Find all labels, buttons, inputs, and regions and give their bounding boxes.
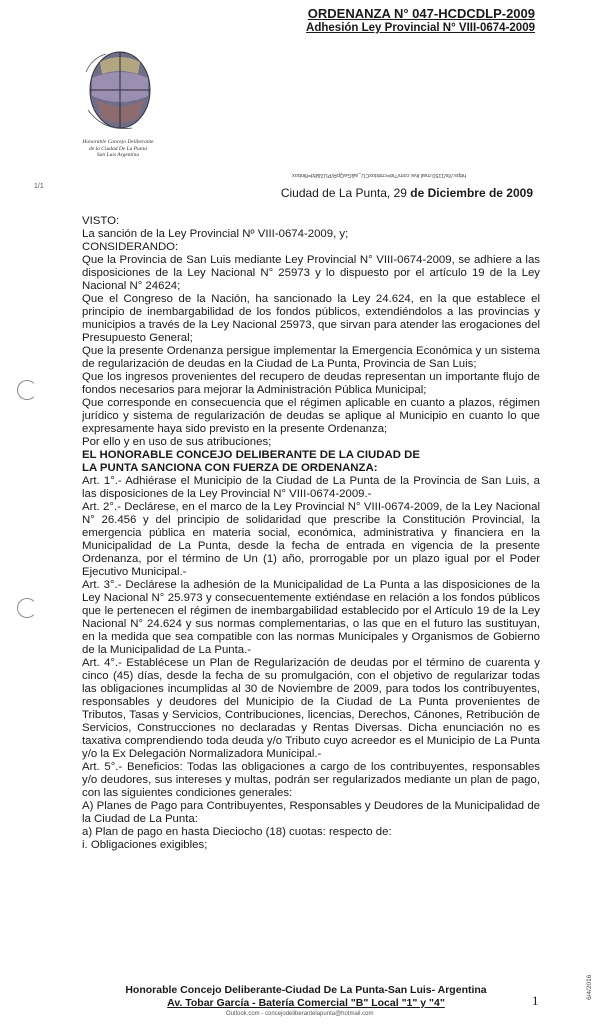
footer-line-2: Av. Tobar García - Batería Comercial "B" Local "1" y "4" <box>167 997 445 1009</box>
side-date: 6/4/2016 <box>586 974 593 1000</box>
page-number: 1 <box>532 993 539 1008</box>
visto-heading: VISTO: <box>82 215 120 227</box>
body-paragraph: Que corresponde en consecuencia que el régimen aplicable en cuanto a plazos, régimen jurídico y sistema de regularización de deudas se aplique al Municipio en cuanto lo que expresamente haya sido previsto en la presente Ordenanza; <box>82 397 540 435</box>
article-3: Art. 3°.- Declárese la adhesión de la Municipalidad de La Punta a las disposiciones de la Ley Nacional N° 25.973 y consecuentemente extiéndase en relación a los fondos públicos que le pertenecen el régimen de inembargabilidad establecido por el Artículo 19 de la Ley Nacional N° 24.624 y sus normas complementarias, o las que en el futuro las sustituyan, en la medida que sea compatible con las normas Municipales y Organismos de Gobierno de la Municipalidad de La Punta.- <box>82 579 540 656</box>
document-date <box>281 186 533 200</box>
ordinance-number: ORDENANZA N° 047-HCDCDLP-2009 <box>307 6 535 21</box>
body-paragraph: Que la presente Ordenanza persigue implementar la Emergencia Económica y un sistema de regularización de deudas en la Ciudad de La Punta, Provincia de San Luis; <box>82 345 540 370</box>
body-paragraph: Que la Provincia de San Luis mediante Ley Provincial N° VIII-0674-2009, se adhiere a las disposiciones de la Ley Nacional N° 25973 y lo dispuesto por el artículo 19 de la Ley Nacional N° 24624; <box>82 254 540 292</box>
logo-caption-2: de la Ciudad De La Punta <box>89 145 147 152</box>
ordinance-subtitle: Adhesión Ley Provincial N° VIII-0674-2009 <box>306 22 535 34</box>
punch-hole-mark <box>17 598 37 618</box>
body-paragraph: Que el Congreso de la Nación, ha sancionado la Ley 24.624, en la que establece el principio de inembargabilidad de los fondos públicos, extendiéndolos a las provincias y municipios a través de la Ley Nacional 25973, que sirvan para atender las erogaciones del Presupuesto General; <box>82 293 540 344</box>
council-heading: EL HONORABLE CONCEJO DELIBERANTE DE LA CIUDAD DE LA PUNTA SANCIONA CON FUERZA DE ORDENANZA: <box>82 449 420 474</box>
article-5-a-a: a) Plan de pago en hasta Dieciocho (18) cuotas: respecto de: <box>82 826 392 838</box>
considerando-heading: CONSIDERANDO: <box>82 241 179 253</box>
council-emblem-icon <box>72 48 164 134</box>
body-paragraph: La sanción de la Ley Provincial Nº VIII-0674-2009, y; <box>82 228 349 240</box>
footer-line-1: Honorable Concejo Deliberante-Ciudad De La Punta-San Luis- Argentina <box>125 984 487 996</box>
document-body <box>82 215 540 852</box>
article-4: Art. 4°.- Establécese un Plan de Regularización de deudas por el término de cuarenta y cinco (45) días, desde la fecha de su promulgación, con el objetivo de regularizar todas las obligaciones incumplidas al 30 de Noviembre de 2009, para todos los contribuyentes, responsables y deudores del Municipio de la Ciudad de La Punta provenientes de Tributos, Tasas y Servicios, Contribuciones, licencias, Derechos, Cánones, Retribución de Servicios, Construcciones no declaradas y Rentas Diversas. Dicha enunciación no es taxativa comprendiendo toda deuda y/o Tributo cuyo acreedor es el Municipio de La Punta y/o la Ex Delegación Normalizadora Municipal.- <box>82 657 540 760</box>
footer-email: Outlook.com - concejodeliberantelapunta@hotmail.com <box>226 1011 374 1017</box>
article-5: Art. 5°.- Beneficios: Todas las obligaciones a cargo de los contribuyentes, responsables y/o deudores, sus intereses y multas, podrán ser regularizados mediante un plan de pago, con las siguientes condiciones generales: <box>82 761 540 799</box>
logo-caption-1: Honorable Concejo Deliberante <box>82 139 154 145</box>
article-5-a-i: i. Obligaciones exigibles; <box>82 839 208 851</box>
date-place: Ciudad de La Punta, 29 <box>280 186 407 200</box>
margin-note: 1/1 <box>34 183 44 190</box>
logo-caption-3: San Luis Argentina <box>96 152 140 158</box>
document-footer <box>96 984 516 1010</box>
article-2: Art. 2°.- Declárese, en el marco de la Ley Provincial N° VIII-0674-2009, de la Ley Nacional N° 26.456 y del principio de solidaridad que prescribe la Constitución Provincial, la emergencia pública en materia social, económica, administrativa y financiera en la Municipalidad de La Punta, desde la fecha de entrada en vigencia de la presente Ordenanza, por el término de Un (1) año, prorrogable por un plazo igual por el Poder Ejecutivo Municipal.- <box>82 501 540 578</box>
date-month-year: de Diciembre de 2009 <box>410 186 533 200</box>
council-logo <box>72 48 164 160</box>
body-paragraph: Por ello y en uso de sus atribuciones; <box>82 436 272 448</box>
article-1: Art. 1°.- Adhiérase el Municipio de la Ciudad de La Punta de la Provincia de San Luis, a las disposiciones de la Ley Provincial N° VIII-0674-2009.- <box>82 475 540 500</box>
punch-hole-mark <box>17 380 37 400</box>
scan-url: https://ls/1150.mail.live.com/?id=cmbtoxCU_a&GaQpR/PU2&lfd=flinbox <box>292 172 467 178</box>
document-header <box>306 6 535 35</box>
article-5-a: A) Planes de Pago para Contribuyentes, Responsables y Deudores de la Municipalidad de la Ciudad de La Punta: <box>82 800 540 825</box>
body-paragraph: Que los ingresos provenientes del recupero de deudas representan un importante flujo de fondos necesarios para mejorar la Administración Pública Municipal; <box>82 371 540 396</box>
